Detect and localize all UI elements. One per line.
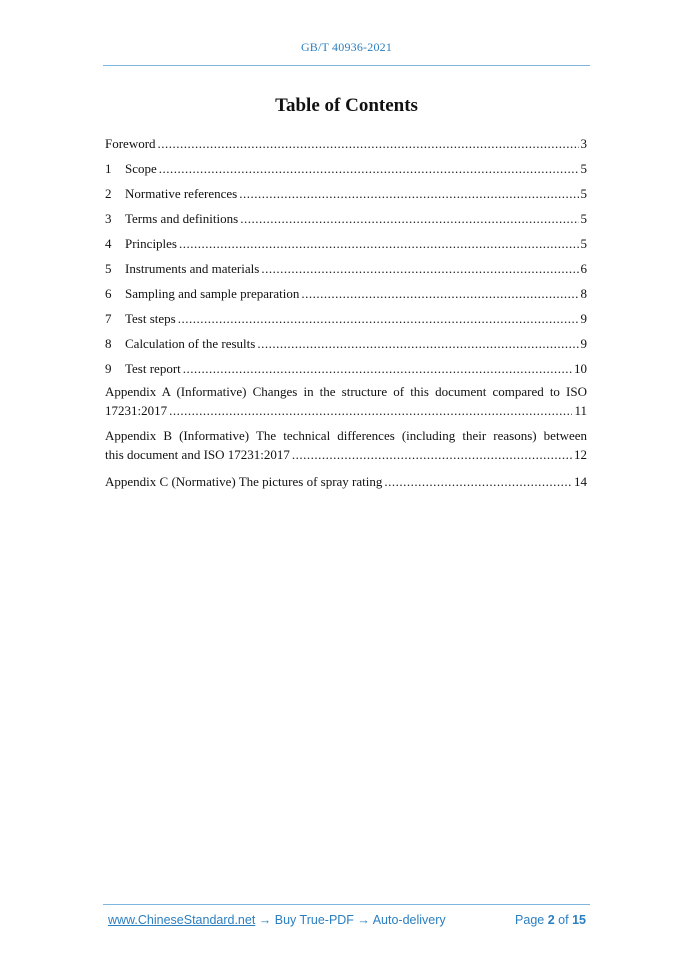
toc-entry-page: 5 [580,161,587,176]
toc-entry-appendix-c[interactable] [105,466,587,491]
dot-leader [384,472,572,491]
footer-divider [103,904,590,905]
toc-entry-title: Normative references [125,186,238,201]
toc-entry-number: 8 [105,336,112,351]
page-total: 15 [572,913,586,927]
toc-entry-page: 14 [574,474,587,489]
document-code-header: GB/T 40936-2021 [300,40,393,54]
toc-entry-page: 6 [580,261,587,276]
toc-entry-page: 9 [580,336,587,351]
toc-entry-page: 11 [574,403,587,418]
toc-entry-title-cont: this document and ISO 17231:2017 [105,447,290,462]
toc-entry-calculation[interactable] [105,328,587,353]
toc-entry-instruments-materials[interactable] [105,253,587,278]
toc-entry-number: 3 [105,211,112,226]
header-divider [103,65,590,66]
toc-entry-title: Instruments and materials [125,261,260,276]
page-footer [108,913,586,927]
toc-entry-number: 5 [105,261,112,276]
toc-entry-appendix-a[interactable] [105,378,587,422]
toc-entry-number: 2 [105,186,112,201]
page-indicator [515,913,586,927]
footer-promo [108,913,446,927]
toc-entry-title: Scope [125,161,157,176]
toc-entry-page: 5 [580,211,587,226]
dot-leader [169,401,572,420]
toc-entry-continuation [105,401,587,420]
toc-entry-title: Appendix B (Informative) The technical differences (including their reasons) between [105,428,587,443]
toc-entry-title: Test report [125,361,181,376]
site-link[interactable]: www.ChineseStandard.net [108,913,256,927]
page-current: 2 [547,913,555,927]
dot-leader [179,234,579,253]
toc-entry-foreword[interactable] [105,128,587,153]
dot-leader [159,159,579,178]
table-of-contents [105,128,587,491]
dot-leader [240,209,578,228]
toc-entry-title: Appendix C (Normative) The pictures of spray rating [105,474,383,489]
toc-entry-scope[interactable] [105,153,587,178]
dot-leader [261,259,578,278]
toc-entry-page: 5 [580,236,587,251]
toc-entry-page: 3 [580,136,587,151]
toc-entry-title: Sampling and sample preparation [125,286,300,301]
toc-entry-number: 7 [105,311,112,326]
dot-leader [292,445,572,464]
toc-entry-appendix-b[interactable] [105,422,587,466]
toc-entry-page: 10 [574,361,587,376]
page-title: Table of Contents [275,95,418,116]
toc-entry-continuation [105,445,587,464]
toc-entry-page: 5 [580,186,587,201]
toc-entry-principles[interactable] [105,228,587,253]
toc-entry-page: 12 [574,447,587,462]
toc-entry-number: 9 [105,361,112,376]
page-of: of [558,913,569,927]
page-label: Page [515,913,545,927]
toc-entry-page: 8 [580,286,587,301]
dot-leader [158,134,579,153]
footer-tagline: → Buy True-PDF → Auto-delivery [255,913,446,927]
toc-entry-page: 9 [580,311,587,326]
dot-leader [183,359,572,378]
dot-leader [239,184,578,203]
toc-entry-test-report[interactable] [105,353,587,378]
toc-entry-terms-definitions[interactable] [105,203,587,228]
toc-entry-normative-references[interactable] [105,178,587,203]
toc-entry-title: Test steps [125,311,176,326]
toc-entry-number: 1 [105,161,112,176]
toc-entry-title: Principles [125,236,177,251]
toc-entry-title: Appendix A (Informative) Changes in the structure of this document compared to ISO [105,384,587,399]
toc-entry-title-cont: 17231:2017 [105,403,168,418]
toc-entry-test-steps[interactable] [105,303,587,328]
toc-entry-title: Calculation of the results [125,336,256,351]
dot-leader [301,284,578,303]
toc-entry-title: Foreword [105,136,156,151]
toc-entry-sampling[interactable] [105,278,587,303]
toc-entry-number: 4 [105,236,112,251]
toc-entry-number: 6 [105,286,112,301]
toc-entry-title: Terms and definitions [125,211,239,226]
dot-leader [257,334,578,353]
dot-leader [178,309,579,328]
